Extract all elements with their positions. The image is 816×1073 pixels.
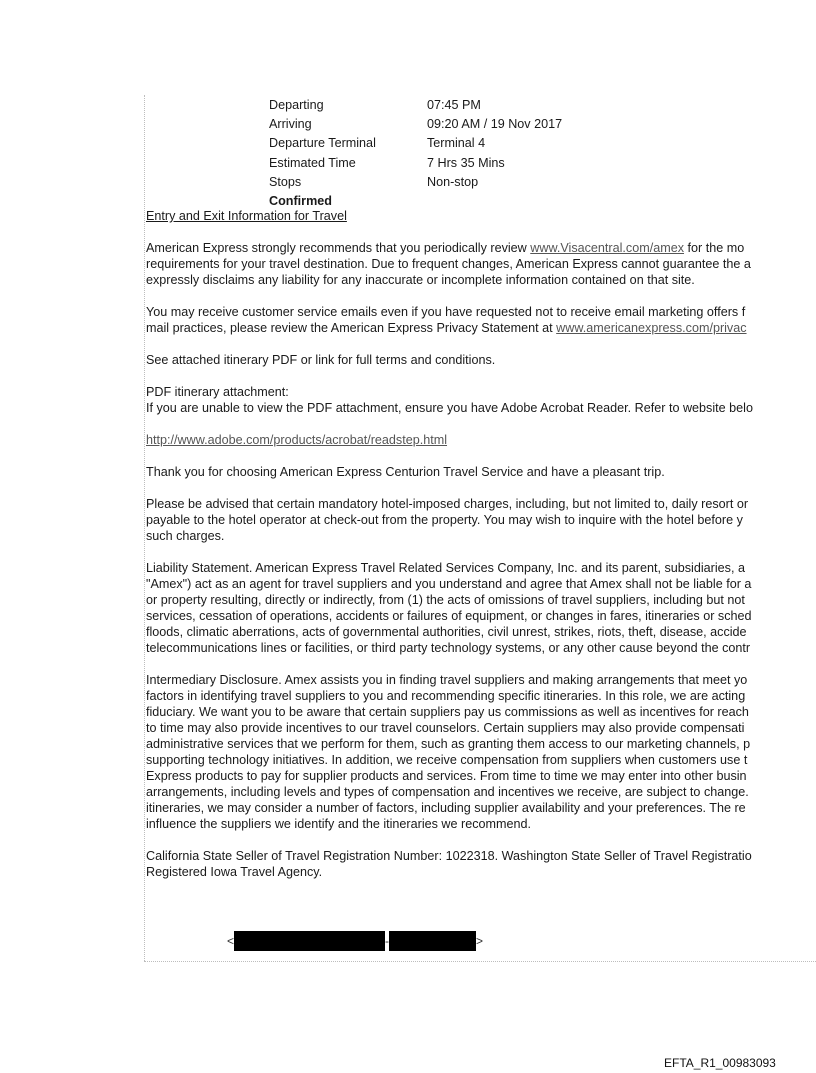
seller-line: Registered Iowa Travel Agency. (146, 865, 323, 879)
text-span: mail practices, please review the American Express Privacy Statement at (146, 321, 557, 335)
hotel-line: such charges. (146, 529, 225, 543)
hotel-line: Please be advised that certain mandatory hotel-imposed charges, including, but not limited to, daily resort or (146, 497, 749, 511)
frame-bottom-border (144, 961, 816, 962)
flight-value: 07:45 PM (427, 98, 481, 112)
attached-note: See attached itinerary PDF or link for full terms and conditions. (146, 353, 496, 367)
entry-exit-line-3: expressly disclaims any liability for any inaccurate or incomplete information contained on that site. (146, 273, 695, 287)
flight-value: 7 Hrs 35 Mins (427, 155, 505, 170)
adobe-link[interactable]: http://www.adobe.com/products/acrobat/readstep.html (146, 433, 448, 447)
text-span: American Express strongly recommends that you periodically review (146, 241, 531, 255)
intermediary-line: influence the suppliers we identify and the itineraries we recommend. (146, 817, 532, 831)
redaction-bar (234, 931, 385, 951)
privacy-link[interactable]: www.americanexpress.com/privac (556, 321, 747, 335)
redaction-bar (389, 931, 476, 951)
flight-label: Departing (269, 98, 324, 112)
text-span: for the mo (684, 241, 745, 255)
intermediary-line: administrative services that we perform for them, such as granting them access to our marketing channels, p (146, 737, 751, 751)
flight-row-terminal (269, 134, 769, 153)
visacentral-link[interactable]: www.Visacentral.com/amex (530, 241, 685, 255)
redacted-email-address (227, 931, 483, 951)
liability-line: "Amex") act as an agent for travel suppliers and you understand and agree that Amex shall not be liable for a (146, 577, 752, 591)
seller-line: California State Seller of Travel Registration Number: 1022318. Washington State Seller of Travel Registratio (146, 849, 752, 863)
flight-label: Arriving (269, 117, 312, 132)
emails-line-1: You may receive customer service emails even if you have requested not to receive email marketing offers f (146, 305, 746, 319)
flight-details (269, 96, 769, 211)
intermediary-line: arrangements, including levels and types of compensation and incentives we receive, are subject to change. (146, 785, 749, 799)
angle-close: > (476, 934, 484, 948)
intermediary-line: Intermediary Disclosure. Amex assists you in finding travel suppliers and making arrangements that meet yo (146, 673, 748, 687)
liability-line: services, cessation of operations, accidents or failures of equipment, or changes in fares, itineraries or sched (146, 609, 752, 623)
redaction-dash: - (385, 934, 390, 948)
emails-line-2 (146, 320, 816, 336)
intermediary-line: itineraries, we may consider a number of factors, including supplier availability and your preferences. The re (146, 801, 746, 815)
pdf-body: If you are unable to view the PDF attachment, ensure you have Adobe Acrobat Reader. Refer to website belo (146, 401, 753, 415)
flight-value: 09:20 AM / 19 Nov 2017 (427, 117, 563, 132)
intermediary-line: Express products to pay for supplier products and services. From time to time we may enter into other busin (146, 769, 747, 783)
intermediary-line: fiduciary. We want you to be aware that certain suppliers pay us commissions as well as incentives for reach (146, 705, 749, 719)
intermediary-line: factors in identifying travel suppliers to you and recommending specific itineraries. In this role, we are acting (146, 689, 746, 703)
entry-exit-line-2: requirements for your travel destination. Due to frequent changes, American Express cannot guarantee the a (146, 257, 751, 271)
angle-open: < (227, 934, 235, 948)
flight-label: Departure Terminal (269, 136, 376, 151)
pdf-heading: PDF itinerary attachment: (146, 385, 289, 399)
hotel-line: payable to the hotel operator at check-out from the property. You may wish to inquire with the hotel before y (146, 513, 743, 527)
flight-row-estimated-time (269, 154, 769, 173)
frame-left-border (144, 95, 145, 961)
entry-exit-line-1 (146, 240, 816, 256)
flight-value: Non-stop (427, 174, 479, 189)
flight-label: Stops (269, 174, 302, 189)
intermediary-line: to time may also provide incentives to our travel counselors. Certain suppliers may also provide compensati (146, 721, 745, 735)
liability-line: or property resulting, directly or indirectly, from (1) the acts of omissions of travel suppliers, including but not (146, 593, 745, 607)
flight-row-arriving (269, 115, 769, 134)
liability-line: floods, climatic aberrations, acts of governmental authorities, civil unrest, strikes, riots, theft, disease, accide (146, 625, 747, 639)
flight-value: Terminal 4 (427, 136, 486, 151)
itinerary-body (146, 208, 816, 880)
liability-line: telecommunications lines or facilities, or third party technology systems, or any other cause beyond the contr (146, 641, 751, 655)
entry-exit-heading: Entry and Exit Information for Travel (146, 209, 347, 223)
flight-row-stops (269, 173, 769, 192)
flight-row-departing (269, 96, 769, 115)
pdf-link-line (146, 432, 816, 448)
flight-label: Estimated Time (269, 155, 356, 170)
intermediary-line: supporting technology initiatives. In addition, we receive compensation from suppliers when customers use t (146, 753, 748, 767)
document-id: EFTA_R1_00983093 (664, 1056, 776, 1070)
thanks-line: Thank you for choosing American Express Centurion Travel Service and have a pleasant trip. (146, 465, 665, 479)
booking-status: Confirmed (269, 193, 332, 208)
liability-line: Liability Statement. American Express Travel Related Services Company, Inc. and its parent, subsidiaries, a (146, 561, 745, 575)
